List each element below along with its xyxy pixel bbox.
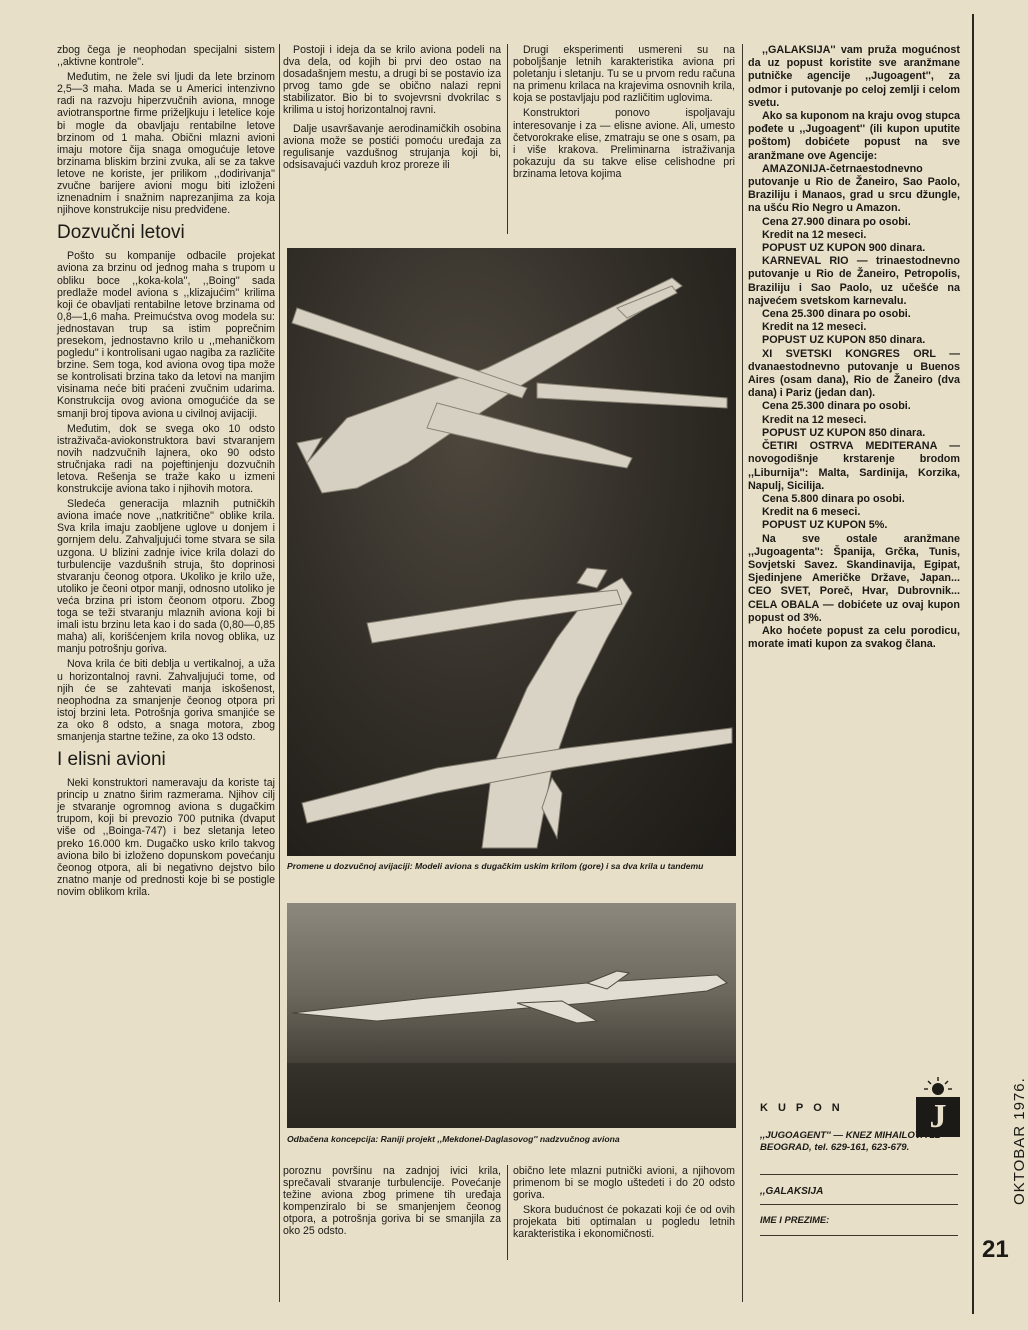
trip-credit: Kredit na 12 meseci. xyxy=(762,321,867,334)
paragraph: Nova krila će biti deblja u vertikalnoj, a uža u horizontalnoj ravni. Zahvaljujući tome, od njih će se zahtevati manja iskošenost, neophodna za smanjenje čeonog otpora pri istoj brzini leta. Potrošnja goriva smanjiće se za oko 8 odsto, a snaga motora, zbog smanjenja startne težine, za oko 13 odsto. xyxy=(57,658,275,743)
trip-title: KARNEVAL RIO — trinaestodnevno putovanje u Rio de Žaneiro, Petropolis, Braziliju i Sao Paolo, uz učešće na najvećem svetskom karnevalu. xyxy=(748,255,960,307)
coupon-name-label: IME I PREZIME: xyxy=(760,1214,830,1225)
paragraph: Međutim, dok se svega oko 10 odsto istraživača-aviokonstruktora bavi stvaranjem novih nadzvučnih lajnera, oko 90 odsto stručnjaka radi na pojeftinjenju dozvučnih letova. Rešenja se traže kako u izmeni konstrukcije aviona tako i njihovih motora. xyxy=(57,422,275,496)
paragraph: obično lete mlazni putnički avioni, a njihovom primenom bi se moglo uštedeti i do 20 odsto goriva. xyxy=(513,1165,735,1202)
coupon-title: KUPON xyxy=(760,1102,850,1114)
galaksija-jugoagent-ad xyxy=(748,44,960,651)
article-column-2 xyxy=(283,44,501,174)
paragraph: zbog čega je neophodan specijalni sistem ,,aktivne kontrole''. xyxy=(57,44,275,69)
paragraph: Dalje usavršavanje aerodinamičkih osobina aviona može se postići pomoću uređaja za regulisanje vazdušnog strujanja koji bi, odsisavajući vazduh kroz proreze ili xyxy=(283,122,501,171)
coupon-magazine-name: ,,GALAKSIJA xyxy=(760,1186,824,1197)
coupon-line xyxy=(760,1174,958,1175)
coupon-address: ,,JUGOAGENT'' — KNEZ MIHAILOVA 22 BEOGRAD, tel. 629-161, 623-679. xyxy=(760,1130,941,1153)
trip-title: XI SVETSKI KONGRES ORL — dvanaestodnevno putovanje u Buenos Aires (osam dana), Rio de Žaneiro (dva dana) i Pariz (jedan dan). xyxy=(748,347,960,400)
paragraph: Drugi eksperimenti usmereni su na poboljšanje letnih karakteristika aviona pri poletanju i sletanju. Tu se u prvom redu računa na primenu krilaca na krajevima osnovnih krila, koja se postavljaju pod različitim uglovima. xyxy=(513,44,735,105)
sun-icon xyxy=(916,1077,960,1097)
trip-credit: Kredit na 12 meseci. xyxy=(762,228,867,241)
paragraph: Međutim, ne žele svi ljudi da lete brzinom 2,5—3 maha. Mada se u Americi intenzivno radi na razvoju hiperzvučnih aviona, mnoge aviotransportne firme priželjkuju i letelice koje bi mogle da obavljaju rentabilne letove brzinom od 1 maha. Obični mlazni avioni imaju motore čija snaga omogućuje letove brzinama bliskim brzini zvuka, ali se za takve letove ne koriste, jer prilikom ,,dodirivanja'' zvučne barijere avioni mogu biti izloženi iznenadnim i snažnim naprezanjima za koja njihove konstrukcije nisu predviđene. xyxy=(57,71,275,217)
trip-price: Cena 27.900 dinara po osobi. xyxy=(762,215,911,228)
coupon-line xyxy=(760,1235,958,1236)
article-column-2-bottom xyxy=(283,1165,501,1241)
page-number: 21 xyxy=(982,1236,1009,1263)
ad-intro: ,,GALAKSIJA'' vam pruža mogućnost da uz popust koristite sve aranžmane putničke agencije ,,Jugoagent'', za odmor i putovanje po celoj zemlji i celom svetu. xyxy=(748,44,960,109)
column-divider xyxy=(507,1165,508,1260)
trip-title: ČETIRI OSTRVA MEDITERANA — novogodišnje krstarenje brodom ,,Liburnija'': Malta, Sardinija, Korzika, Napulj, Sicilija. xyxy=(748,440,960,492)
trip-credit: Kredit na 6 meseci. xyxy=(762,506,861,519)
section-heading: Dozvučni letovi xyxy=(57,222,185,244)
article-column-3-bottom xyxy=(513,1165,735,1244)
jugoagent-logo xyxy=(916,1077,960,1137)
trip-price: Cena 25.300 dinara po osobi. xyxy=(762,400,911,413)
trip-credit: Kredit na 12 meseci. xyxy=(762,413,867,426)
paragraph: Postoji i ideja da se krilo aviona podeli na dva dela, od kojih bi prvi deo ostao na dosadašnjem mestu, a drugi bi se postavio iza prvog tamo gde se obično nalazi repni stabilizator. Bio bi to svojevrsni dvokrilac s krilima u istoj horizontalnoj ravni. xyxy=(283,44,501,117)
paragraph: Neki konstruktori nameravaju da koriste taj princip u znatno širim razmerama. Njihov cilj je stvaranje ogromnog aviona s dugačkim trupom, koji bi prevozio 700 putnika (dvaput više od ,,Boinga-747) i bez sletanja leteo preko 16.000 km. Dugačko usko krilo takvog aviona bilo bi izloženo dopunskom povećanju čeonog otpora, ali bi negativno dejstvo bilo znatno manje od prednosti koje bi se postigle novim oblikom krila. xyxy=(57,777,275,898)
photo-caption: Odbačena koncepcija: Raniji projekt ,,Mekdonel-Daglasovog'' nadzvučnog aviona xyxy=(287,1134,620,1144)
airplane-models-photo xyxy=(287,248,736,856)
trip-discount: POPUST UZ KUPON 850 dinara. xyxy=(762,334,926,347)
photo-caption: Promene u dozvučnoj avijaciji: Modeli aviona s dugačkim uskim krilom (gore) i sa dva krila u tandemu xyxy=(287,861,704,871)
trip-discount: POPUST UZ KUPON 850 dinara. xyxy=(762,426,926,439)
ad-family-note: Ako hoćete popust za celu porodicu, morate imati kupon za svakog člana. xyxy=(748,624,960,651)
paragraph: poroznu površinu na zadnjoj ivici krila, sprečavali stvaranje turbulencije. Povećanje težine aviona zbog primene tih uređaja kompenziralo bi se smanjenjem čeonog otpora, a potrošnja goriva bi se smanjila za oko 25 odsto. xyxy=(283,1165,501,1238)
supersonic-airliner-photo xyxy=(287,903,736,1128)
trip-discount: POPUST UZ KUPON 900 dinara. xyxy=(762,242,926,255)
trip-discount: POPUST UZ KUPON 5%. xyxy=(762,519,888,532)
paragraph: Skora budućnost će pokazati koji će od ovih projekata biti optimalan u pogledu letnih karakteristika i ekonomičnosti. xyxy=(513,1204,735,1241)
issue-date: OKTOBAR 1976. xyxy=(1011,1077,1028,1205)
margin-rule xyxy=(972,14,974,1314)
trip-title: AMAZONIJA-četrnaestodnevno putovanje u Rio de Žaneiro, Sao Paolo, Braziliju i Manaos, grad u srcu džungle, na ušću Rio Negro u Amazon. xyxy=(748,162,960,215)
trip-price: Cena 25.300 dinara po osobi. xyxy=(762,308,911,321)
ad-intro: Ako sa kuponom na kraju ovog stupca pođete u ,,Jugoagent'' (ili kupon uputite poštom) dobićete popust na sve aranžmane ove Agencije: xyxy=(748,110,960,162)
logo-letter: J xyxy=(916,1097,960,1137)
article-column-3 xyxy=(513,44,735,183)
coupon-line xyxy=(760,1204,958,1205)
paragraph: Pošto su kompanije odbacile projekat aviona za brzinu od jednog maha s trupom u obliku boce ,,koka-kola'', ,,Boing'' sada predlaže model aviona s ,,klizajućim'' krilima koji će obavljati rentabilne letove brzinama od 0,8—1,6 maha. Preimućstva ovog modela su: jednostavan trup sa istim poprečnim presekom, jednostavno krilo u ,,mehaničkom pogledu'' i kontrolisani ugao nagiba za različite brzine. Sem toga, kod aviona ovog tipa može se kontrolisati brzina tako da letovi na manjim visinama neće biti praćeni zvučnim udarima. Konstrukcija ovog aviona omogućiće da se smanji broj tipova aviona u civilnoj avijaciji. xyxy=(57,250,275,420)
ad-other-destinations: Na sve ostale aranžmane ,,Jugoagenta'': Španija, Grčka, Tunis, Sovjetski Savez. Skandinavija, Egipat, Sjedinjene Američke Države, Japan... CEO SVET, Poreč, Hvar, Dubrovnik... CELA OBALA — dobićete uz ovaj kupon popust od 3%. xyxy=(748,532,960,624)
column-divider xyxy=(507,44,508,234)
section-heading: I elisni avioni xyxy=(57,749,166,771)
paragraph: Sledeća generacija mlaznih putničkih aviona imaće nove ,,natkritične'' oblike krila. Sva krila imaju zaobljene uglove u donjem i gornjem delu. Zahvaljujući tome stvara se sila uzgona. U blizini zadnje ivice krila dolazi do turbulencije vazdušnih struja, što doprinosi stvaranju čeonog otpora. Ukoliko je krilo uže, utoliko je čeoni otpor manji, odnosno utoliko je veća brzina pri istom čeonom otporu. Zbog toga se teži stvaranju mlaznih aviona koji bi imali istu brzinu leta kao i do sada (0,80—0,85 maha) ali, korišćenjem krila novog oblika, uz manju potrošnju goriva. xyxy=(57,498,275,656)
column-divider xyxy=(742,44,743,1302)
article-column-1 xyxy=(57,44,275,901)
column-divider xyxy=(279,44,280,1302)
trip-price: Cena 5.800 dinara po osobi. xyxy=(762,492,905,505)
paragraph: Konstruktori ponovo ispoljavaju interesovanje i za — elisne avione. Ali, umesto četvorokrake elise, zmatraju se one s osam, pa i više krakova. Preliminarna istraživanja pokazuju da su takve elise celishodne pri brzinama letova kojima xyxy=(513,107,735,180)
